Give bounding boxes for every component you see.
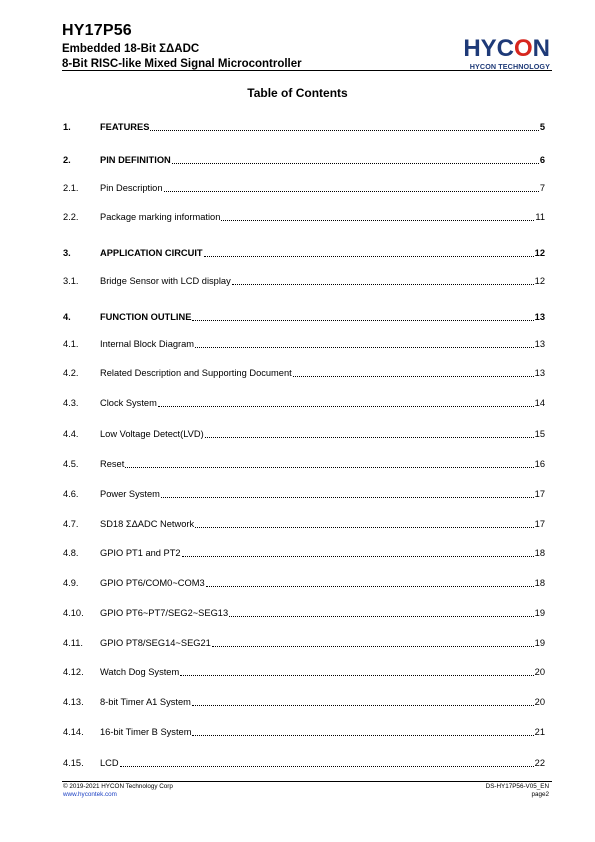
- toc-entry-page: 7: [539, 183, 545, 193]
- toc-entry-page: 22: [534, 758, 545, 768]
- toc-entry-number: 4.: [63, 312, 71, 322]
- toc-entry-label: LCD: [100, 758, 119, 768]
- toc-entry-label: 16-bit Timer B System: [100, 727, 192, 737]
- toc-entry-number: 4.6.: [63, 489, 79, 499]
- toc-entry-number: 4.3.: [63, 398, 79, 408]
- toc-entry-label: GPIO PT8/SEG14~SEG21: [100, 638, 211, 648]
- toc-entry-page: 12: [534, 276, 545, 286]
- toc-entry[interactable]: [63, 209, 545, 223]
- toc-entry[interactable]: [63, 545, 545, 559]
- footer-page-number: page2: [531, 791, 549, 798]
- toc-entry-page: 17: [534, 489, 545, 499]
- toc-entry-label: Bridge Sensor with LCD display: [100, 276, 231, 286]
- toc-entry-label: GPIO PT6/COM0~COM3: [100, 578, 205, 588]
- footer-website-link[interactable]: www.hycontek.com: [63, 791, 117, 798]
- toc-entry-page: 14: [534, 398, 545, 408]
- toc-entry-page: 19: [534, 608, 545, 618]
- toc-dot-leader: [192, 704, 534, 706]
- toc-entry-label: Related Description and Supporting Document: [100, 368, 292, 378]
- toc-entry-label: 8-bit Timer A1 System: [100, 697, 191, 707]
- footer-copyright: © 2019-2021 HYCON Technology Corp: [63, 783, 173, 790]
- toc-entry-page: 13: [534, 312, 545, 322]
- toc-entry[interactable]: [63, 119, 545, 133]
- toc-entry-number: 3.1.: [63, 276, 79, 286]
- toc-entry-number: 2.: [63, 155, 71, 165]
- toc-dot-leader: [232, 283, 534, 285]
- product-subtitle-mcu: 8-Bit RISC-like Mixed Signal Microcontroller: [62, 58, 302, 70]
- toc-entry-page: 17: [534, 519, 545, 529]
- toc-entry-page: 11: [535, 212, 545, 222]
- toc-entry-number: 4.2.: [63, 368, 79, 378]
- toc-entry-label: GPIO PT6~PT7/SEG2~SEG13: [100, 608, 229, 618]
- toc-dot-leader: [195, 526, 534, 528]
- toc-dot-leader: [192, 734, 533, 736]
- toc-dot-leader: [125, 466, 533, 468]
- toc-entry[interactable]: [63, 664, 545, 678]
- footer-doc-id: DS-HY17P56-V05_EN: [485, 783, 549, 790]
- logo-tagline: HYCON TECHNOLOGY: [469, 62, 550, 71]
- toc-entry-number: 4.1.: [63, 339, 79, 349]
- toc-entry-number: 4.8.: [63, 548, 79, 558]
- toc-entry-label: Internal Block Diagram: [100, 339, 195, 349]
- toc-entry-page: 16: [534, 459, 545, 469]
- toc-dot-leader: [229, 615, 534, 617]
- toc-entry[interactable]: [63, 605, 545, 619]
- toc-entry-page: 6: [539, 155, 545, 165]
- toc-dot-leader: [164, 190, 539, 192]
- toc-dot-leader: [204, 255, 534, 257]
- toc-dot-leader: [158, 405, 534, 407]
- toc-entry-number: 3.: [63, 248, 71, 258]
- toc-dot-leader: [182, 555, 534, 557]
- hycon-logo: [463, 35, 552, 74]
- toc-entry[interactable]: [63, 635, 545, 649]
- header-rule: [62, 70, 552, 71]
- toc-entry[interactable]: [63, 575, 545, 589]
- toc-entry-label: Clock System: [100, 398, 157, 408]
- toc-dot-leader: [221, 219, 534, 221]
- toc-entry-label: GPIO PT1 and PT2: [100, 548, 181, 558]
- toc-dot-leader: [150, 129, 538, 131]
- toc-entry-label: Power System: [100, 489, 160, 499]
- toc-entry-page: 20: [534, 697, 545, 707]
- toc-entry-number: 2.2.: [63, 212, 79, 222]
- toc-dot-leader: [161, 496, 534, 498]
- toc-entry-label: SD18 ΣΔADC Network: [100, 519, 195, 529]
- toc-entry-number: 4.9.: [63, 578, 79, 588]
- toc-dot-leader: [206, 585, 534, 587]
- toc-entry[interactable]: [63, 152, 545, 166]
- toc-entry-number: 4.7.: [63, 519, 79, 529]
- toc-entry-page: 5: [539, 122, 545, 132]
- logo-suffix: N: [532, 35, 550, 62]
- toc-entry-label: FEATURES: [100, 122, 150, 132]
- toc-entry[interactable]: [63, 273, 545, 287]
- toc-entry-number: 4.14.: [63, 727, 84, 737]
- toc-entry-number: 4.13.: [63, 697, 84, 707]
- toc-dot-leader: [205, 436, 534, 438]
- logo-prefix: HYC: [463, 35, 514, 62]
- toc-dot-leader: [293, 375, 534, 377]
- toc-entry-label: Reset: [100, 459, 125, 469]
- toc-entry-page: 15: [534, 429, 545, 439]
- toc-entry-page: 13: [534, 339, 545, 349]
- toc-entry[interactable]: [63, 426, 545, 440]
- logo-o: O: [513, 35, 533, 62]
- toc-entry-number: 4.5.: [63, 459, 79, 469]
- footer-rule: [62, 781, 552, 782]
- toc-dot-leader: [120, 765, 534, 767]
- toc-entry-page: 12: [534, 248, 545, 258]
- toc-entry[interactable]: [63, 694, 545, 708]
- document-header: [62, 22, 552, 71]
- toc-entry-number: 2.1.: [63, 183, 79, 193]
- toc-entry-page: 20: [534, 667, 545, 677]
- toc-entry-label: PIN DEFINITION: [100, 155, 171, 165]
- toc-entry-number: 4.15.: [63, 758, 84, 768]
- toc-entry[interactable]: [63, 336, 545, 350]
- toc-entry[interactable]: [63, 456, 545, 470]
- toc-dot-leader: [180, 674, 533, 676]
- toc-entry-number: 4.10.: [63, 608, 84, 618]
- toc-entry-number: 4.4.: [63, 429, 79, 439]
- toc-entry-label: Low Voltage Detect(LVD): [100, 429, 204, 439]
- toc-entry-page: 19: [534, 638, 545, 648]
- toc-dot-leader: [172, 162, 539, 164]
- toc-entry[interactable]: [63, 486, 545, 500]
- toc-entry-page: 18: [534, 578, 545, 588]
- toc-dot-leader: [212, 645, 534, 647]
- toc-entry-number: 4.12.: [63, 667, 84, 677]
- product-subtitle-adc: Embedded 18-Bit ΣΔADC: [62, 43, 200, 55]
- toc-entry[interactable]: [63, 755, 545, 769]
- toc-dot-leader: [192, 319, 533, 321]
- toc-entry-label: Watch Dog System: [100, 667, 180, 677]
- toc-entry-label: Package marking information: [100, 212, 221, 222]
- toc-entry[interactable]: [63, 180, 545, 194]
- toc-title: Table of Contents: [247, 86, 348, 100]
- toc-entry-label: APPLICATION CIRCUIT: [100, 248, 203, 258]
- toc-entry[interactable]: [63, 724, 545, 738]
- toc-entry-page: 21: [534, 727, 545, 737]
- toc-entry[interactable]: [63, 395, 545, 409]
- logo-wordmark: [463, 36, 550, 62]
- product-title: HY17P56: [62, 22, 132, 39]
- toc-entry-label: FUNCTION OUTLINE: [100, 312, 192, 322]
- toc-entry[interactable]: [63, 516, 545, 530]
- toc-entry-label: Pin Description: [100, 183, 163, 193]
- toc-entry-page: 18: [534, 548, 545, 558]
- toc-entry-number: 1.: [63, 122, 71, 132]
- toc-entry-number: 4.11.: [63, 638, 83, 648]
- toc-entry[interactable]: [63, 309, 545, 323]
- toc-entry-page: 13: [534, 368, 545, 378]
- toc-entry[interactable]: [63, 245, 545, 259]
- toc-entry[interactable]: [63, 365, 545, 379]
- toc-dot-leader: [195, 346, 534, 348]
